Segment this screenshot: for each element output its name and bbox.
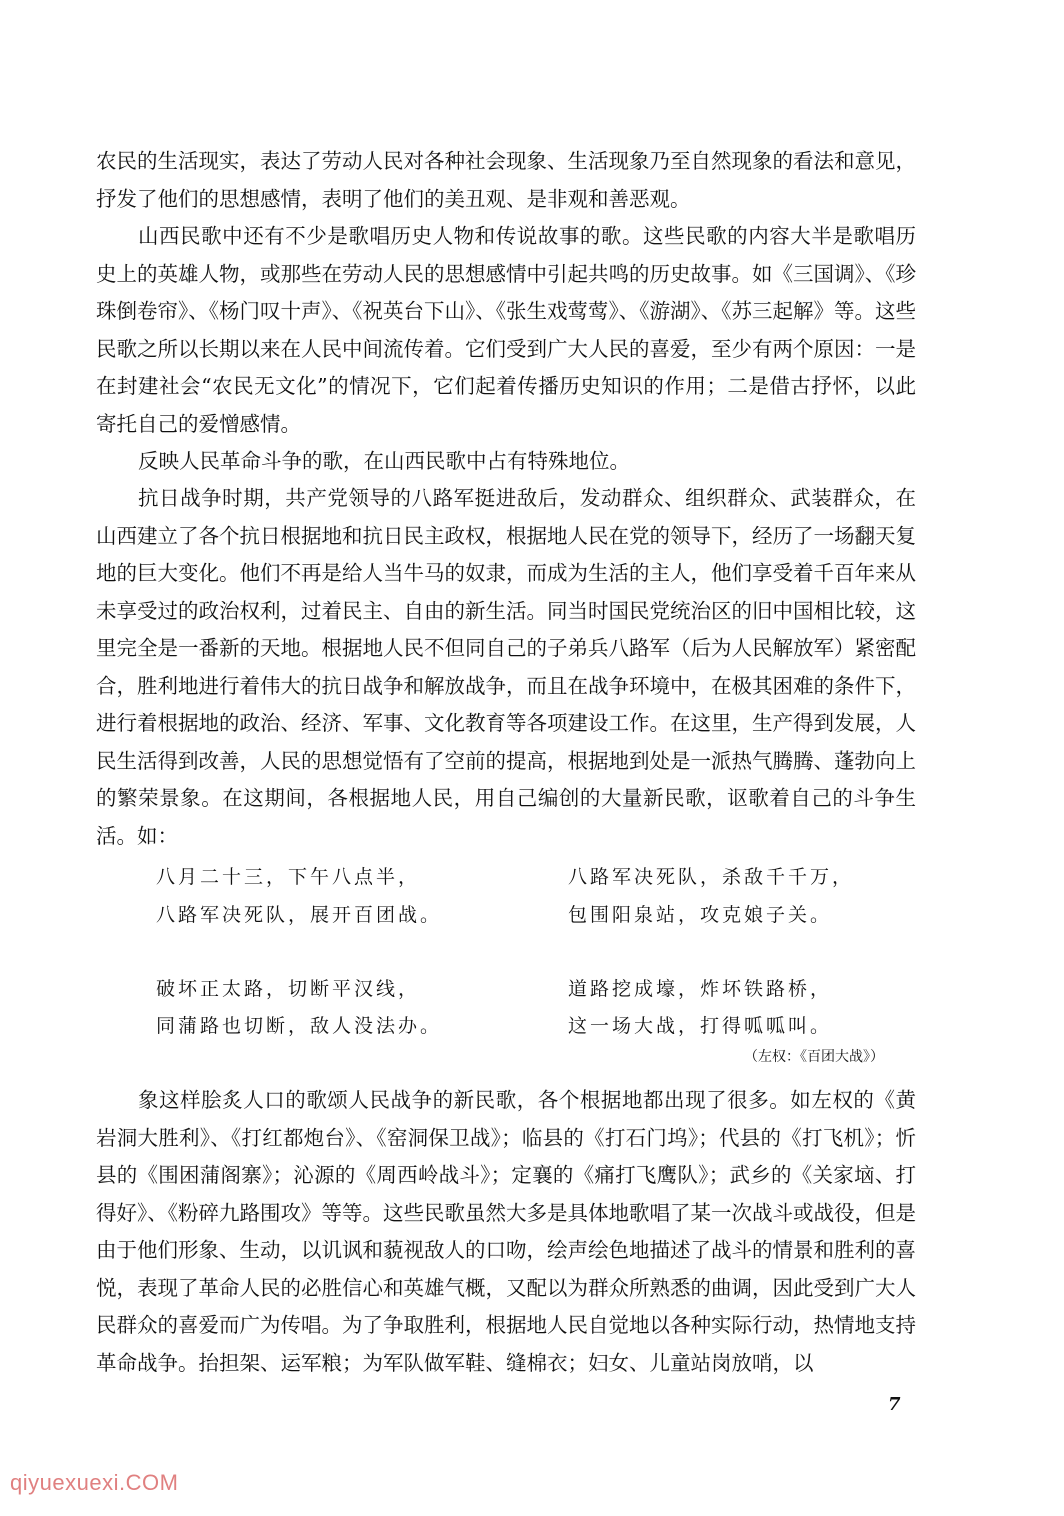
page-number: 7: [888, 1394, 901, 1415]
watermark: qiyuexuexi.COM: [10, 1470, 179, 1495]
paragraph-1: 农民的生活现实，表达了劳动人民对各种社会现象、生活现象乃至自然现象的看法和意见，抒发了他们的思想感情，表明了他们的美丑观、是非观和善恶观。: [96, 149, 916, 211]
paragraph-5: 象这样脍炙人口的歌颂人民战争的新民歌，各个根据地都出现了很多。如左权的《黄岩洞大胜利》、《打红都炮台》、《窑洞保卫战》；临县的《打石门坞》；代县的《打飞机》；忻县的《围困蒲阁寨》；沁源的《周西岭战斗》；定襄的《痛打飞鹰队》；武乡的《关家垴、打得好》、《粉碎九路围攻》等等。这些民歌虽然大多是具体地歌唱了某一次战斗或战役，但是由于他们形象、生动，以讥讽和藐视敌人的口吻，绘声绘色地描述了战斗的情景和胜利的喜悦，表现了革命人民的必胜信心和英雄气概，又配以为群众所熟悉的曲调，因此受到广大人民群众的喜爱而广为传唱。为了争取胜利，根据地人民自觉地以各种实际行动，热情地支持革命战争。抬担架、运军粮；为军队做军鞋、缝棉衣；妇女、儿童站岗放哨，以: [96, 1088, 916, 1375]
poem-line: 道路挖成壕，炸坏铁路桥，: [568, 978, 833, 1000]
poem-line: 同蒲路也切断，敌人没法办。: [156, 1015, 443, 1037]
poem-line: 破坏正太路，切断平汉线，: [156, 978, 421, 1000]
paragraph-4: 抗日战争时期，共产党领导的八路军挺进敌后，发动群众、组织群众、武装群众，在山西建立了各个抗日根据地和抗日民主政权，根据地人民在党的领导下，经历了一场翻天复地的巨大变化。他们不再是给人当牛马的奴隶，而成为生活的主人，他们享受着千百年来从未享受过的政治权利，过着民主、自由的新生活。同当时国民党统治区的旧中国相比较，这里完全是一番新的天地。根据地人民不但同自己的子弟兵八路军（后为人民解放军）紧密配合，胜利地进行着伟大的抗日战争和解放战争，而且在战争环境中，在极其困难的条件下，进行着根据地的政治、经济、军事、文化教育等各项建设工作。在这里，生产得到发展，人民生活得到改善，人民的思想觉悟有了空前的提高，根据地到处是一派热气腾腾、蓬勃向上的繁荣景象。在这期间，各根据地人民，用自己编创的大量新民歌，讴歌着自己的斗争生活。如：: [96, 486, 916, 848]
poem-attribution: （左权：《百团大战》）: [744, 1049, 884, 1065]
poem-line: 八月二十三，下午八点半，: [156, 866, 421, 888]
paragraph-3: 反映人民革命斗争的歌，在山西民歌中占有特殊地位。: [138, 449, 630, 473]
poem-line: 八路军决死队，展开百团战。: [156, 904, 443, 926]
paragraph-2: 山西民歌中还有不少是歌唱历史人物和传说故事的歌。这些民歌的内容大半是歌唱历史上的英雄人物，或那些在劳动人民的思想感情中引起共鸣的历史故事。如《三国调》、《珍珠倒卷帘》、《杨门叹十声》、《祝英台下山》、《张生戏莺莺》、《游湖》、《苏三起解》等。这些民歌之所以长期以来在人民中间流传着。它们受到广大人民的喜爱，至少有两个原因：一是在封建社会“农民无文化”的情况下，它们起着传播历史知识的作用；二是借古抒怀，以此寄托自己的爱憎感情。: [96, 224, 916, 436]
poem-line: 八路军决死队，杀敌千千万，: [568, 866, 855, 888]
poem-line: 包围阳泉站，攻克娘子关。: [568, 904, 833, 926]
poem-line: 这一场大战，打得呱呱叫。: [568, 1015, 833, 1037]
